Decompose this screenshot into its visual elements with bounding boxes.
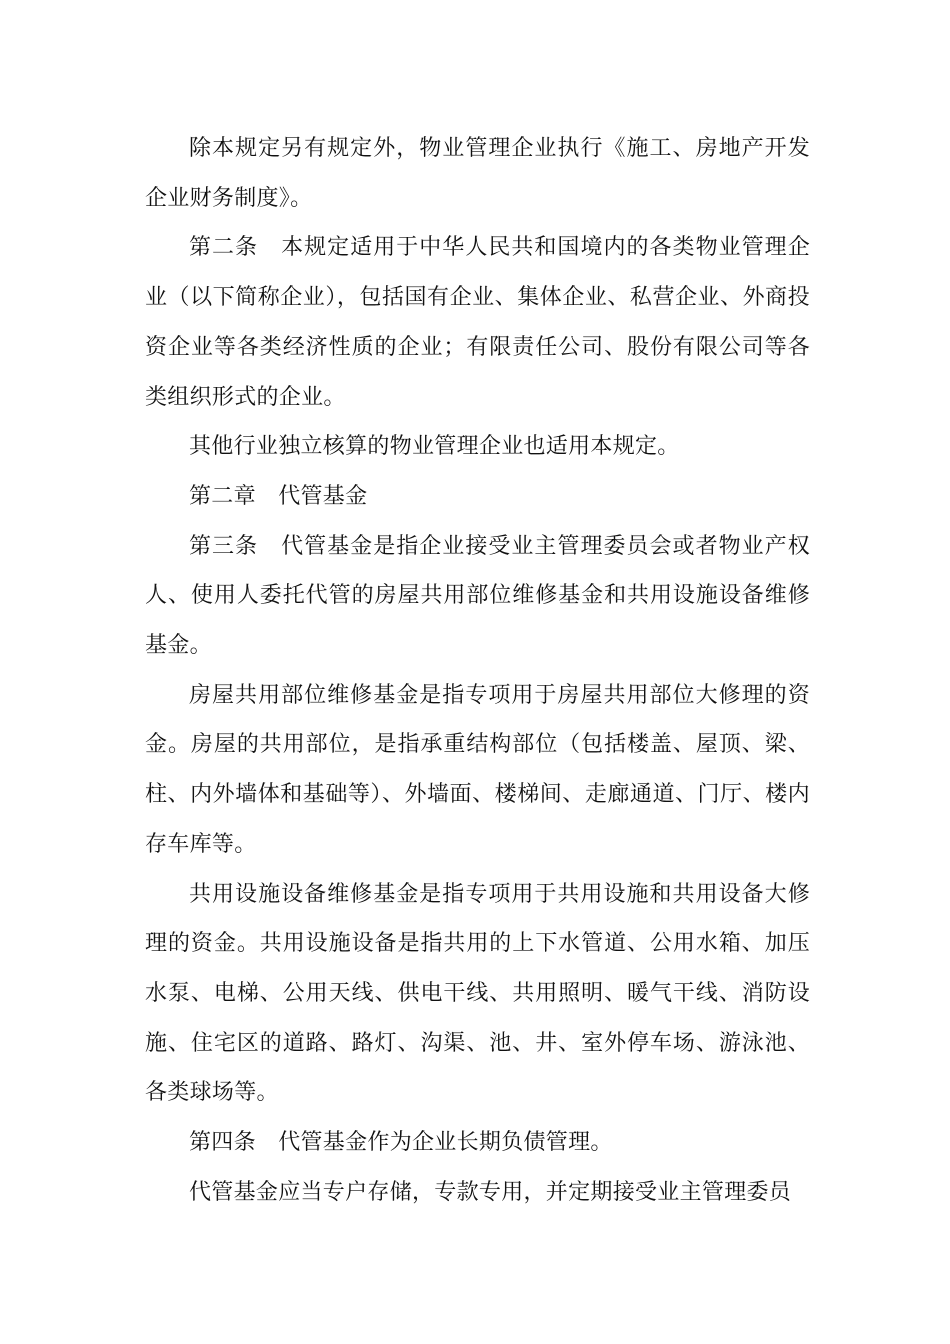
paragraph-9: 代管基金应当专户存储，专款专用，并定期接受业主管理委员 <box>189 1179 792 1205</box>
paragraph-article-3: 第三条 代管基金是指企业接受业主管理委员会或者物业产权人、使用人委托代管的房屋共用部位维修基金和共用设施设备维修基金。 <box>145 533 810 659</box>
paragraph-6: 房屋共用部位维修基金是指专项用于房屋共用部位大修理的资金。房屋的共用部位，是指承重结构部位（包括楼盖、屋顶、梁、柱、内外墙体和基础等）、外墙面、楼梯间、走廊通道、门厅、楼内存车库等。 <box>145 682 810 857</box>
paragraph-article-2: 第二条 本规定适用于中华人民共和国境内的各类物业管理企业（以下简称企业），包括国有企业、集体企业、私营企业、外商投资企业等各类经济性质的企业；有限责任公司、股份有限公司等各类组织形式的企业。 <box>145 235 810 410</box>
paragraph-7: 共用设施设备维修基金是指专项用于共用设施和共用设备大修理的资金。共用设施设备是指共用的上下水管道、公用水箱、加压水泵、电梯、公用天线、供电干线、共用照明、暖气干线、消防设施、住宅区的道路、路灯、沟渠、池、井、室外停车场、游泳池、各类球场等。 <box>145 881 810 1106</box>
chapter-heading: 第二章 代管基金 <box>189 483 368 509</box>
paragraph-article-4: 第四条 代管基金作为企业长期负债管理。 <box>189 1130 613 1156</box>
document-body <box>145 124 810 1217</box>
paragraph-3: 其他行业独立核算的物业管理企业也适用本规定。 <box>189 434 680 460</box>
paragraph-1: 除本规定另有规定外，物业管理企业执行《施工、房地产开发企业财务制度》。 <box>145 136 810 211</box>
